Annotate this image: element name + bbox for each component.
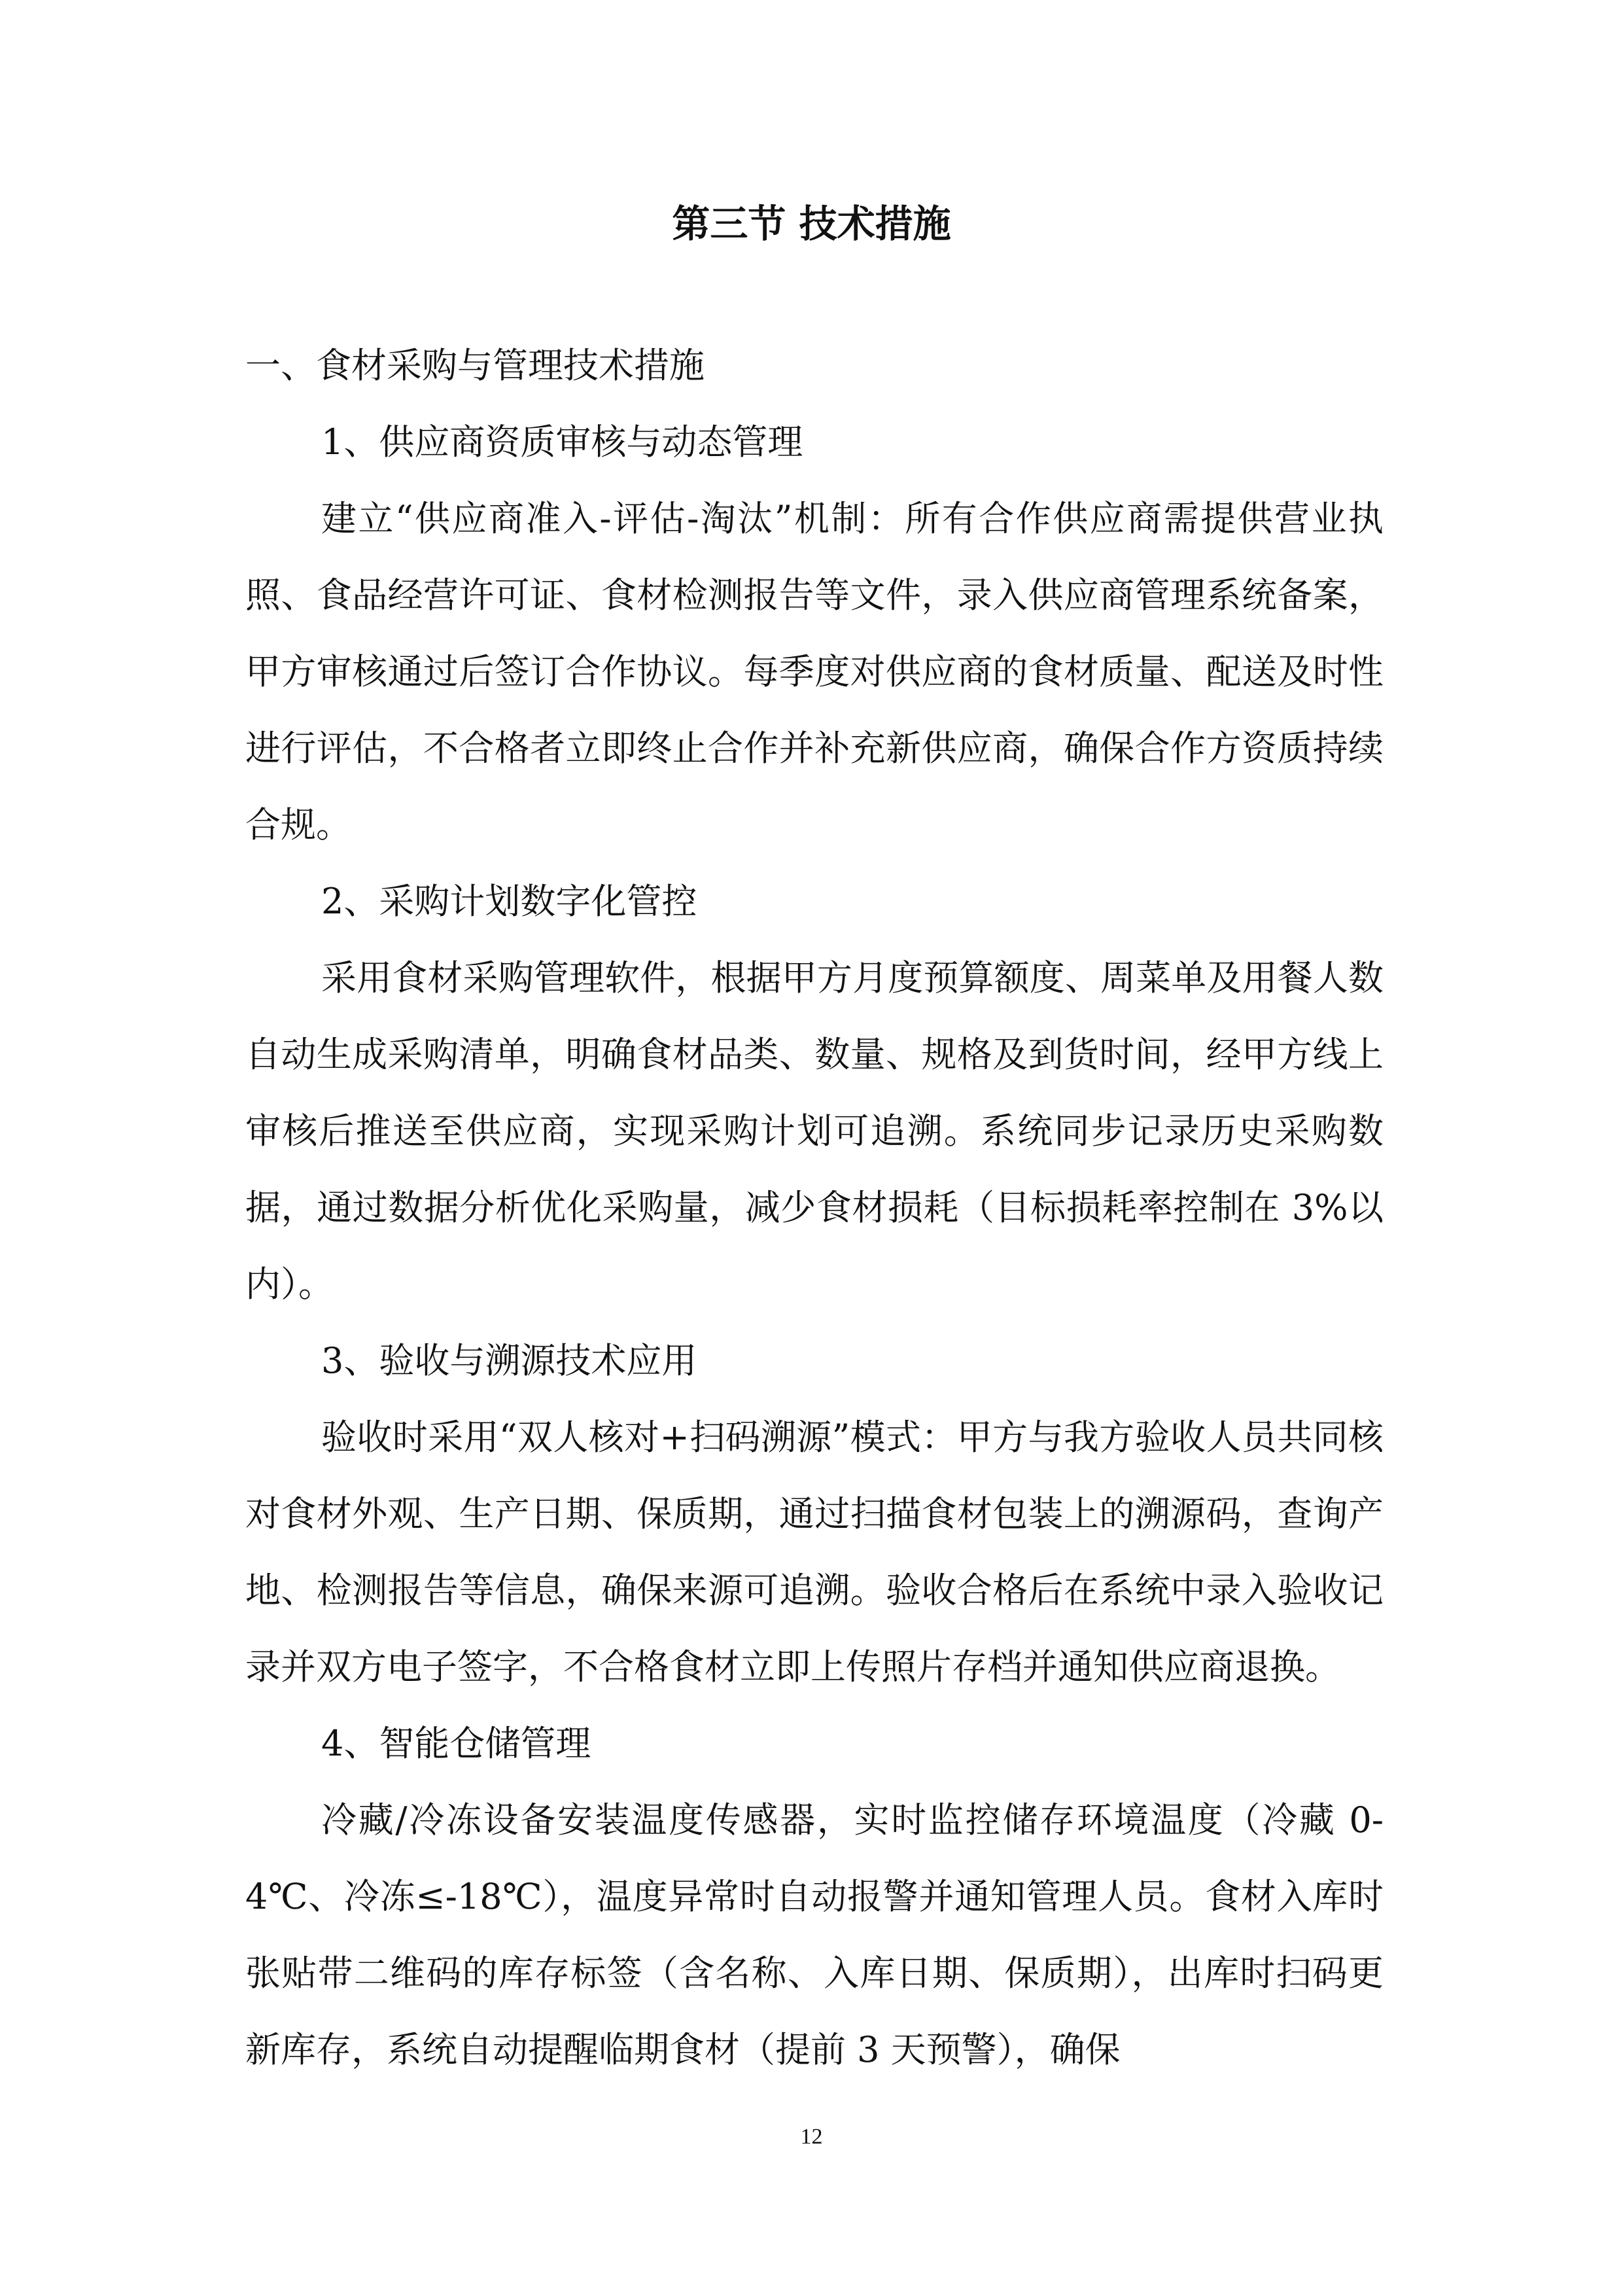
paragraph: 冷藏/冷冻设备安装温度传感器，实时监控储存环境温度（冷藏 0-4℃、冷冻≤-18℃），温度异常时自动报警并通知管理人员。食材入库时张贴带二维码的库存标签（含名称、入库日期、保质期），出库时扫码更新库存，系统自动提醒临期食材（提前 3 天预警），确保 [245,1799,1384,2070]
document-body [245,327,1384,2088]
section-heading: 一、食材采购与管理技术措施 [245,345,705,386]
subsection-heading: 3、验收与溯源技术应用 [321,1340,697,1381]
paragraph: 验收时采用“双人核对+扫码溯源”模式：甲方与我方验收人员共同核对食材外观、生产日期、保质期，通过扫描食材包装上的溯源码，查询产地、检测报告等信息，确保来源可追溯。验收合格后在系统中录入验收记录并双方电子签字，不合格食材立即上传照片存档并通知供应商退换。 [245,1417,1384,1687]
paragraph: 采用食材采购管理软件，根据甲方月度预算额度、周菜单及用餐人数自动生成采购清单，明确食材品类、数量、规格及到货时间，经甲方线上审核后推送至供应商，实现采购计划可追溯。系统同步记录历史采购数据，通过数据分析优化采购量，减少食材损耗（目标损耗率控制在 3%以内）。 [245,957,1384,1305]
subsection-heading: 4、智能仓储管理 [321,1723,591,1764]
subsection-heading: 2、采购计划数字化管控 [321,881,697,922]
subsection-heading: 1、供应商资质审核与动态管理 [321,421,803,463]
paragraph: 建立“供应商准入-评估-淘汰”机制：所有合作供应商需提供营业执照、食品经营许可证、食材检测报告等文件，录入供应商管理系统备案，甲方审核通过后签订合作协议。每季度对供应商的食材质量、配送及时性进行评估，不合格者立即终止合作并补充新供应商，确保合作方资质持续合规。 [245,498,1384,845]
page-number: 12 [800,2125,823,2149]
page-title: 第三节 技术措施 [672,202,951,246]
